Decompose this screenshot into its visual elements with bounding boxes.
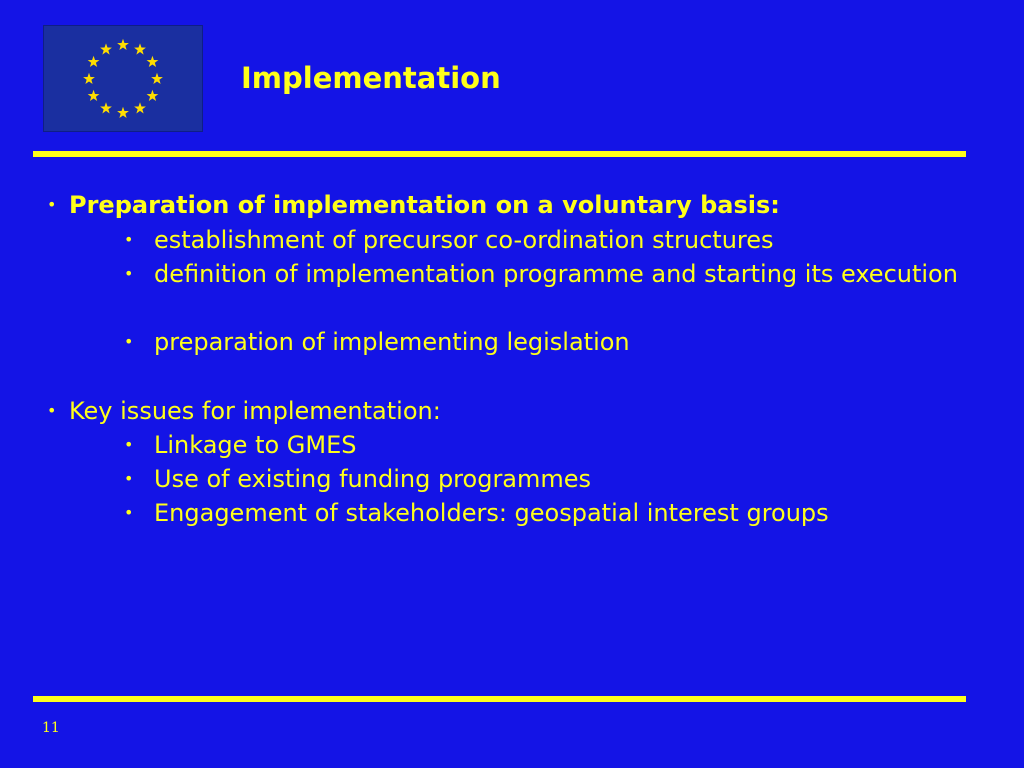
star-icon [88, 56, 100, 67]
bullet-icon: • [124, 435, 134, 454]
star-icon [88, 90, 100, 101]
section-heading-text: Preparation of implementation on a voluntary basis: [69, 191, 780, 219]
list-item-text: Linkage to GMES [154, 431, 357, 459]
list-item-text: establishment of precursor co-ordination structures [154, 226, 774, 254]
bottom-divider [33, 696, 966, 702]
star-icon [134, 102, 146, 113]
star-icon [147, 56, 159, 67]
star-icon [100, 102, 112, 113]
star-icon [117, 39, 129, 50]
star-icon [100, 43, 112, 54]
star-icon [83, 73, 95, 84]
list-item-text: preparation of implementing legislation [154, 328, 630, 356]
bullet-icon: • [47, 195, 57, 214]
star-icon [134, 43, 146, 54]
section-heading-text: Key issues for implementation: [69, 397, 441, 425]
list-item-text: Engagement of stakeholders: geospatial interest groups [154, 499, 829, 527]
page-number: 11 [42, 720, 60, 736]
bullet-icon: • [124, 332, 134, 351]
eu-flag-logo [43, 25, 203, 132]
bullet-icon: • [124, 503, 134, 522]
star-icon [151, 73, 163, 84]
bullet-icon: • [124, 264, 134, 283]
bullet-icon: • [124, 230, 134, 249]
bullet-icon: • [124, 469, 134, 488]
bullet-icon: • [47, 401, 57, 420]
slide-title: Implementation [241, 61, 501, 95]
list-item-text: definition of implementation programme and starting its execution [154, 260, 958, 288]
star-icon [147, 90, 159, 101]
star-icon [117, 107, 129, 118]
eu-flag-icon [43, 25, 203, 132]
top-divider [33, 151, 966, 157]
list-item-text: Use of existing funding programmes [154, 465, 592, 493]
